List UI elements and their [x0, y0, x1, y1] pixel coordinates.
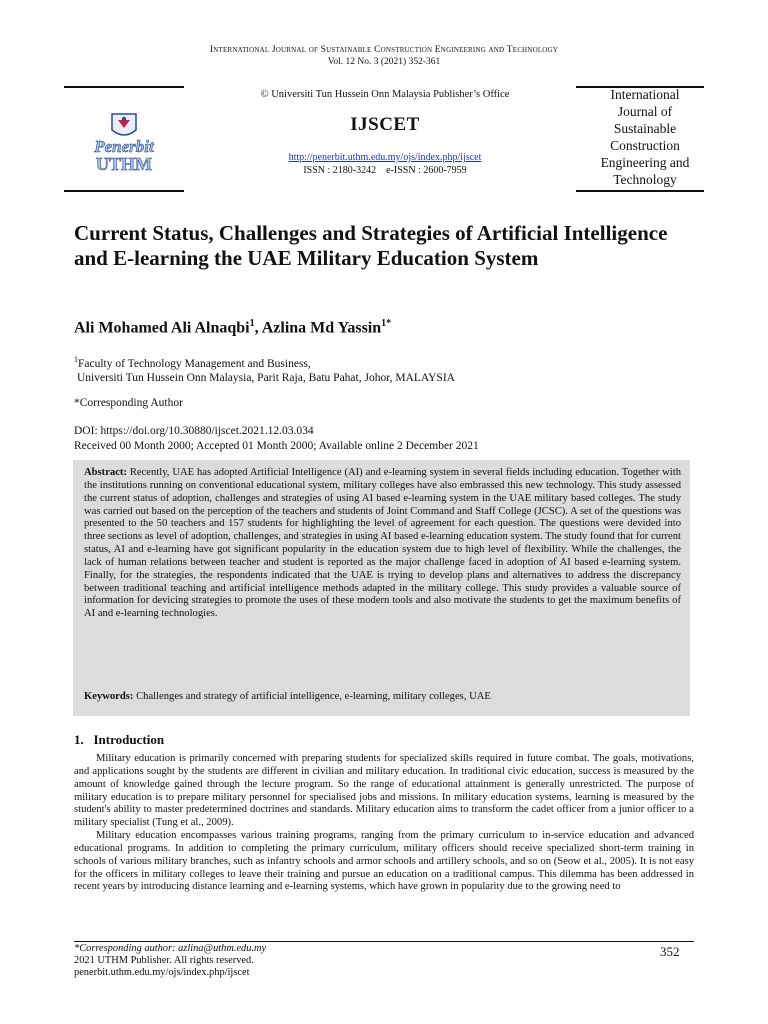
crest-logo-icon [78, 112, 170, 174]
affiliation-mark: 1 [74, 355, 78, 364]
affiliation [74, 353, 455, 386]
paragraph: Military education is primarily concerned with preparing students for specialized skills required in future combat. The goals, motivations, and applications sought by the students are different in civilian and military education. In traditional civic education, success is measured by the amount of knowledge gained through the lecture program. So the range of educational attainment is generally unrestricted. The purpose of military education is to prepare military personnel for specialised jobs and missions. In military education systems, learning is measured by the student's ability to master predetermined doctrines and standards. Military education aims to transform the cadet officer from a junior officer to a military specialist (Tung et al., 2009). [74, 753, 694, 829]
journal-abbreviation: IJSCET [350, 114, 420, 135]
page-number: 352 [660, 944, 680, 959]
section-heading: 1. Introduction [74, 732, 165, 747]
footer-corresponding: *Corresponding author: azlina@uthm.edu.my [74, 943, 267, 954]
footer-site[interactable]: penerbit.uthm.edu.my/ojs/index.php/ijscet [74, 967, 250, 978]
journal-box-line: Journal of [617, 104, 673, 119]
header-left-rule [64, 86, 184, 88]
journal-name: International Journal of Sustainable Construction Engineering and Technology [209, 45, 559, 55]
publisher-line: © Universiti Tun Hussein Onn Malaysia Publisher’s Office [260, 89, 510, 100]
paper-title: Current Status, Challenges and Strategies of Artificial Intelligence and E-learning the UAE Military Education System [74, 221, 668, 270]
journal-box-line: Engineering and [600, 155, 690, 170]
keywords-label: Keywords: [84, 691, 134, 702]
header-right-bottom-rule [576, 190, 704, 192]
body-text [74, 753, 694, 894]
keywords-text: Challenges and strategy of artificial intelligence, e-learning, military colleges, UAE [133, 691, 491, 702]
header-left-bottom-rule [64, 190, 184, 192]
journal-title-box [587, 86, 703, 188]
abstract-text: Recently, UAE has adopted Artificial Intelligence (AI) and e-learning system in several fields including education. Together with the institutions running on conventional educational system, military colleges have also embrassed this new technology. This study assessed the current status of adoption, challenges and strategies of using AI based e-learning system in the UAE military based colleges. The study was carried out based on the perception of the teachers and students of Joint Command and Staff College (JCSC). A set of the questions was presented to the 50 teachers and 157 students for highlighting the level of agreement for each question. The questions were devided into three sections as level of adoption, challenges, and strategies in using AI based e-learning education system. The study found that for current status, AI and e-learning have got significant popularity in the education system due to high level of flexibility. While the challenges, the lack of human relations between teacher and student is reported as the major challenge faced in adoption of AI based e-learning system. Finally, for the strategies, the respondents indicated that the UAE is trying to develop plans and alternatives to address the discrepancy between traditional teaching and artificial intelligence methods adapted in the military college. This study provides a valuable source of information for devicing strategies to promote the uses of these modern tools and also motivate the students to get the maximum benefits of AI and e-learning technologies. [84, 467, 681, 620]
abstract-label: Abstract: [84, 467, 127, 478]
corresponding-author-label: *Corresponding Author [74, 397, 183, 409]
author-separator: , [254, 319, 262, 337]
journal-box-line: Sustainable [613, 121, 677, 136]
author-affiliation-mark: 1 [249, 318, 255, 329]
abstract [84, 467, 681, 621]
received-dates: Received 00 Month 2000; Accepted 01 Month 2000; Available online 2 December 2021 [74, 439, 479, 452]
footer [74, 943, 266, 979]
article-info [74, 424, 479, 453]
affiliation-line: Faculty of Technology Management and Business, [78, 357, 311, 370]
journal-box-line: Technology [613, 172, 677, 187]
author-name: Azlina Md Yassin [261, 319, 382, 337]
journal-box-line: International [610, 87, 680, 102]
keywords [84, 690, 681, 703]
author-affiliation-mark: 1* [381, 318, 392, 329]
logo-text-penerbit: Penerbit [94, 137, 154, 156]
issn-line: ISSN : 2180-3242 e-ISSN : 2600-7959 [303, 165, 467, 176]
footer-rule [74, 941, 694, 942]
author-list [74, 318, 391, 337]
doi-link[interactable]: DOI: https://doi.org/10.30880/ijscet.2021.12.03.034 [74, 425, 314, 437]
footer-copyright: 2021 UTHM Publisher. All rights reserved. [74, 955, 254, 966]
paragraph: Military education encompasses various training programs, ranging from the primary curriculum to in-service education and advanced educational programs. In addition to completing the primary curriculum, military officers should receive specialized short-term training in schools of various military branches, such as infantry schools and armor schools and artillery schools, and so on (Seow et al., 2005). It is not easy for the officers in military colleges to leave their training and pursue an education on a traditional campus. This dilemma has been addressed in recent years by introducing distance learning and e-learning systems, which have grown in popularity due to the growing need to [74, 830, 694, 893]
affiliation-line: Universiti Tun Hussein Onn Malaysia, Parit Raja, Batu Pahat, Johor, MALAYSIA [77, 372, 455, 385]
journal-url-link[interactable]: http://penerbit.uthm.edu.my/ojs/index.php/ijscet [288, 152, 482, 163]
journal-box-line: Construction [610, 138, 680, 153]
volume-info: Vol. 12 No. 3 (2021) 352-361 [327, 57, 441, 67]
running-header [0, 44, 768, 68]
logo-text-uthm: UTHM [96, 154, 152, 174]
publisher-logo [78, 112, 170, 174]
author-name: Ali Mohamed Ali Alnaqbi [74, 319, 250, 337]
